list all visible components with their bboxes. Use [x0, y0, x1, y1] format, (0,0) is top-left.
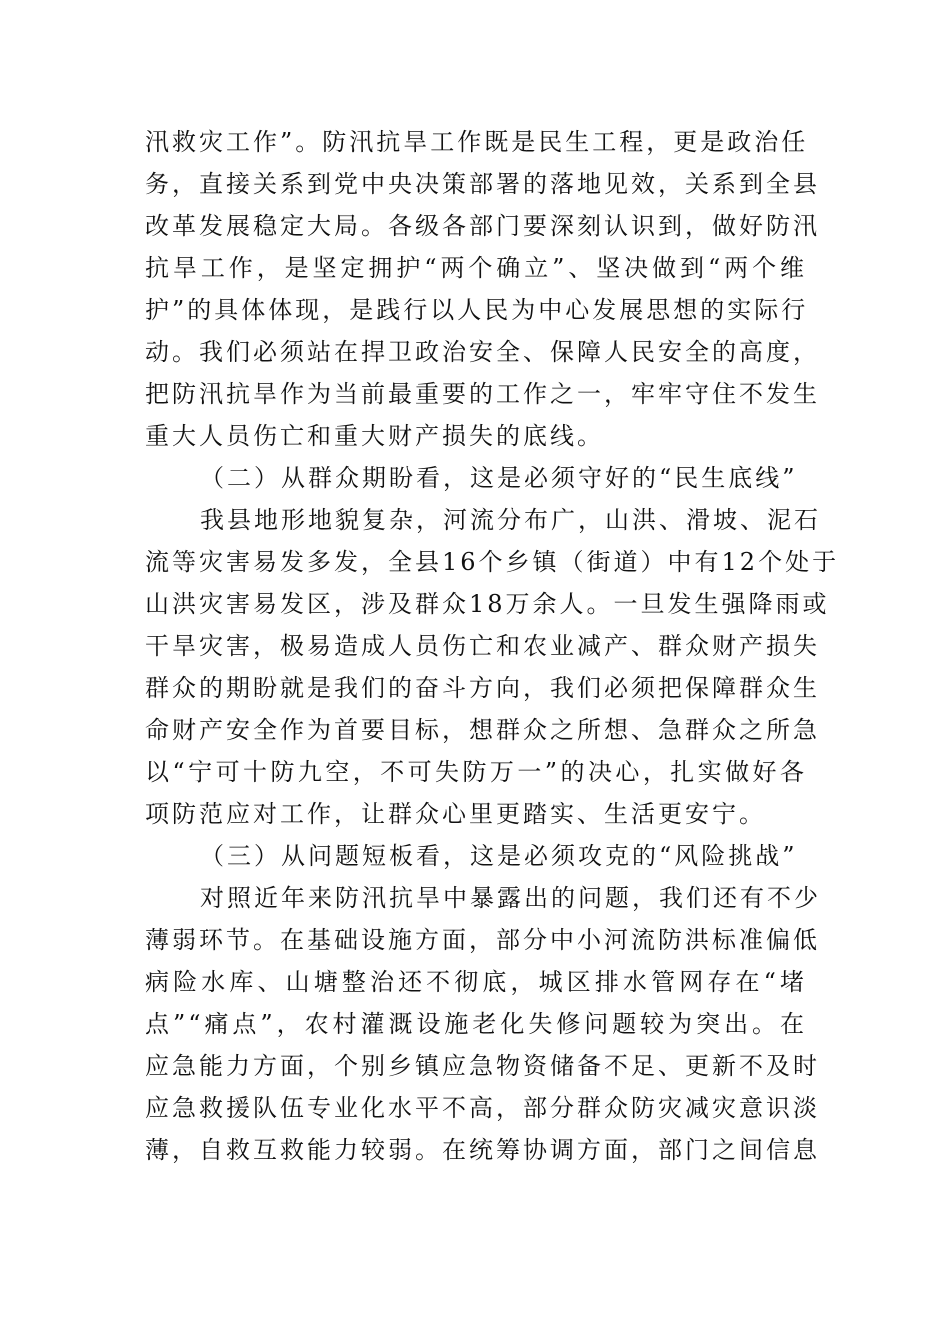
- text-line: 重大人员伤亡和重大财产损失的底线。: [145, 422, 604, 450]
- text-line: 动。我们必须站在捍卫政治安全、保障人民安全的高度，: [145, 338, 820, 366]
- text-line: 项防范应对工作，让群众心里更踏实、生活更安宁。: [145, 800, 766, 828]
- text-line: 点”“痛点”，农村灌溉设施老化失修问题较为突出。在: [145, 1010, 807, 1038]
- text-line: 命财产安全作为首要目标，想群众之所想、急群众之所急: [145, 716, 820, 744]
- text-line: 汛救灾工作”。防汛抗旱工作既是民生工程，更是政治任: [145, 128, 809, 156]
- text-line: 群众的期盼就是我们的奋斗方向，我们必须把保障群众生: [145, 674, 820, 702]
- text-line: 护”的具体体现，是践行以人民为中心发展思想的实际行: [145, 296, 809, 324]
- text-line: 抗旱工作，是坚定拥护“两个确立”、坚决做到“两个维: [145, 254, 807, 282]
- text-line: 以“宁可十防九空，不可失防万一”的决心，扎实做好各: [145, 758, 807, 786]
- text-line: 改革发展稳定大局。各级各部门要深刻认识到，做好防汛: [145, 212, 820, 240]
- text-line: 病险水库、山塘整治还不彻底，城区排水管网存在“堵: [145, 968, 807, 996]
- text-line: 山洪灾害易发区，涉及群众18万余人。一旦发生强降雨或: [145, 590, 830, 618]
- text-line: 薄弱环节。在基础设施方面，部分中小河流防洪标准偏低: [145, 926, 820, 954]
- document-page: [145, 121, 840, 1171]
- text-line: 流等灾害易发多发，全县16个乡镇（街道）中有12个处于: [145, 548, 840, 576]
- section-heading: （二）从群众期盼看，这是必须守好的“民生底线”: [200, 464, 798, 492]
- section-heading: （三）从问题短板看，这是必须攻克的“风险挑战”: [200, 842, 798, 870]
- text-line: 应急救援队伍专业化水平不高，部分群众防灾减灾意识淡: [145, 1094, 820, 1122]
- text-line: 务，直接关系到党中央决策部署的落地见效，关系到全县: [145, 170, 820, 198]
- text-line: 干旱灾害，极易造成人员伤亡和农业减产、群众财产损失: [145, 632, 820, 660]
- text-line: 薄，自救互救能力较弱。在统筹协调方面，部门之间信息: [145, 1136, 820, 1164]
- text-line: 对照近年来防汛抗旱中暴露出的问题，我们还有不少: [200, 884, 821, 912]
- text-line: 把防汛抗旱作为当前最重要的工作之一，牢牢守住不发生: [145, 380, 820, 408]
- text-line: 应急能力方面，个别乡镇应急物资储备不足、更新不及时: [145, 1052, 820, 1080]
- text-line: 我县地形地貌复杂，河流分布广，山洪、滑坡、泥石: [200, 506, 821, 534]
